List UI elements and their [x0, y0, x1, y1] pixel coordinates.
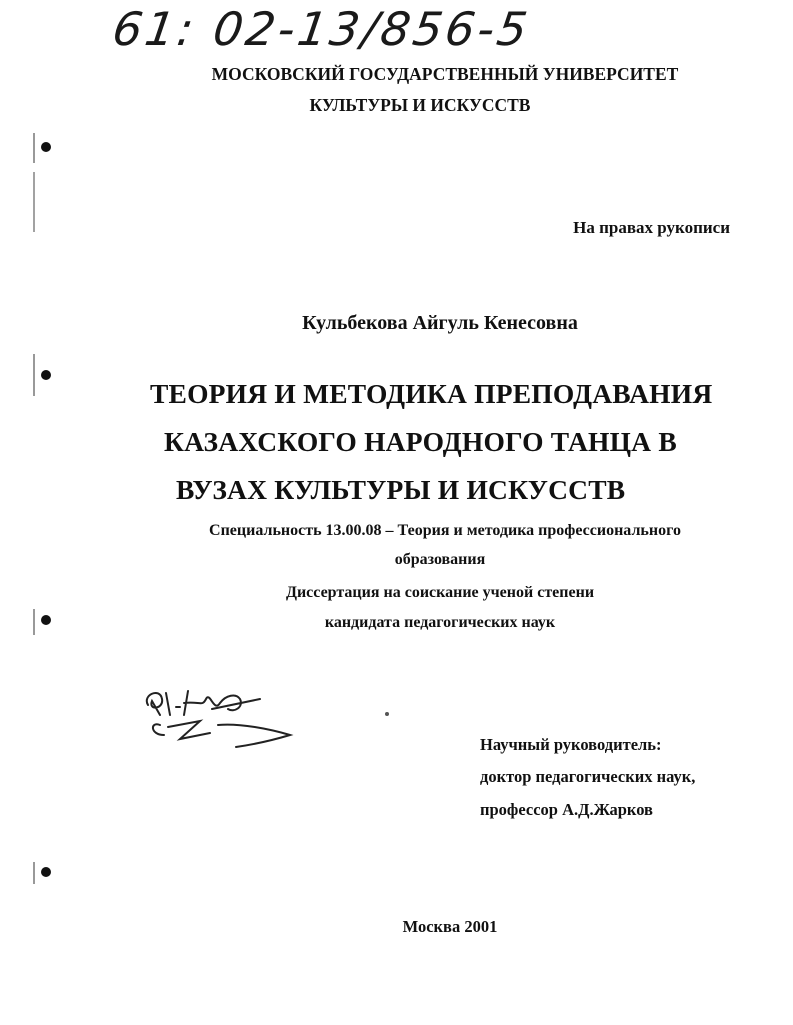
handwritten-signature: [140, 685, 310, 755]
specialty-line2: образования: [394, 551, 486, 568]
manuscript-rights-label: На правах рукописи: [573, 218, 730, 237]
specialty-line1: Специальность 13.00.08 – Теория и методика профессионального: [209, 522, 681, 539]
supervisor-name: профессор А.Д.Жарков: [480, 800, 653, 819]
scan-margin-mark: [28, 350, 52, 410]
supervisor-degree: доктор педагогических наук,: [480, 767, 696, 786]
title-line3: ВУЗАХ КУЛЬТУРЫ И ИСКУССТВ: [176, 474, 626, 505]
title-line2: КАЗАХСКОГО НАРОДНОГО ТАНЦА В: [164, 426, 677, 457]
title-line1: ТЕОРИЯ И МЕТОДИКА ПРЕПОДАВАНИЯ: [150, 378, 713, 409]
handwritten-catalog-number: 61: 02-13/856-5: [109, 2, 534, 56]
scan-margin-line: [28, 172, 52, 232]
scan-margin-mark: [28, 595, 52, 655]
author-name: Кульбекова Айгуль Кенесовна: [302, 312, 578, 334]
supervisor-label: Научный руководитель:: [480, 735, 662, 754]
dissertation-line2: кандидата педагогических наук: [324, 614, 556, 631]
speck-mark: [385, 712, 389, 716]
city-year: Москва 2001: [402, 917, 498, 936]
university-name-line2: КУЛЬТУРЫ И ИСКУССТВ: [309, 95, 531, 115]
university-name-line1: МОСКОВСКИЙ ГОСУДАРСТВЕННЫЙ УНИВЕРСИТЕТ: [211, 64, 679, 84]
scan-margin-mark: [28, 848, 52, 908]
dissertation-line1: Диссертация на соискание ученой степени: [285, 584, 595, 601]
